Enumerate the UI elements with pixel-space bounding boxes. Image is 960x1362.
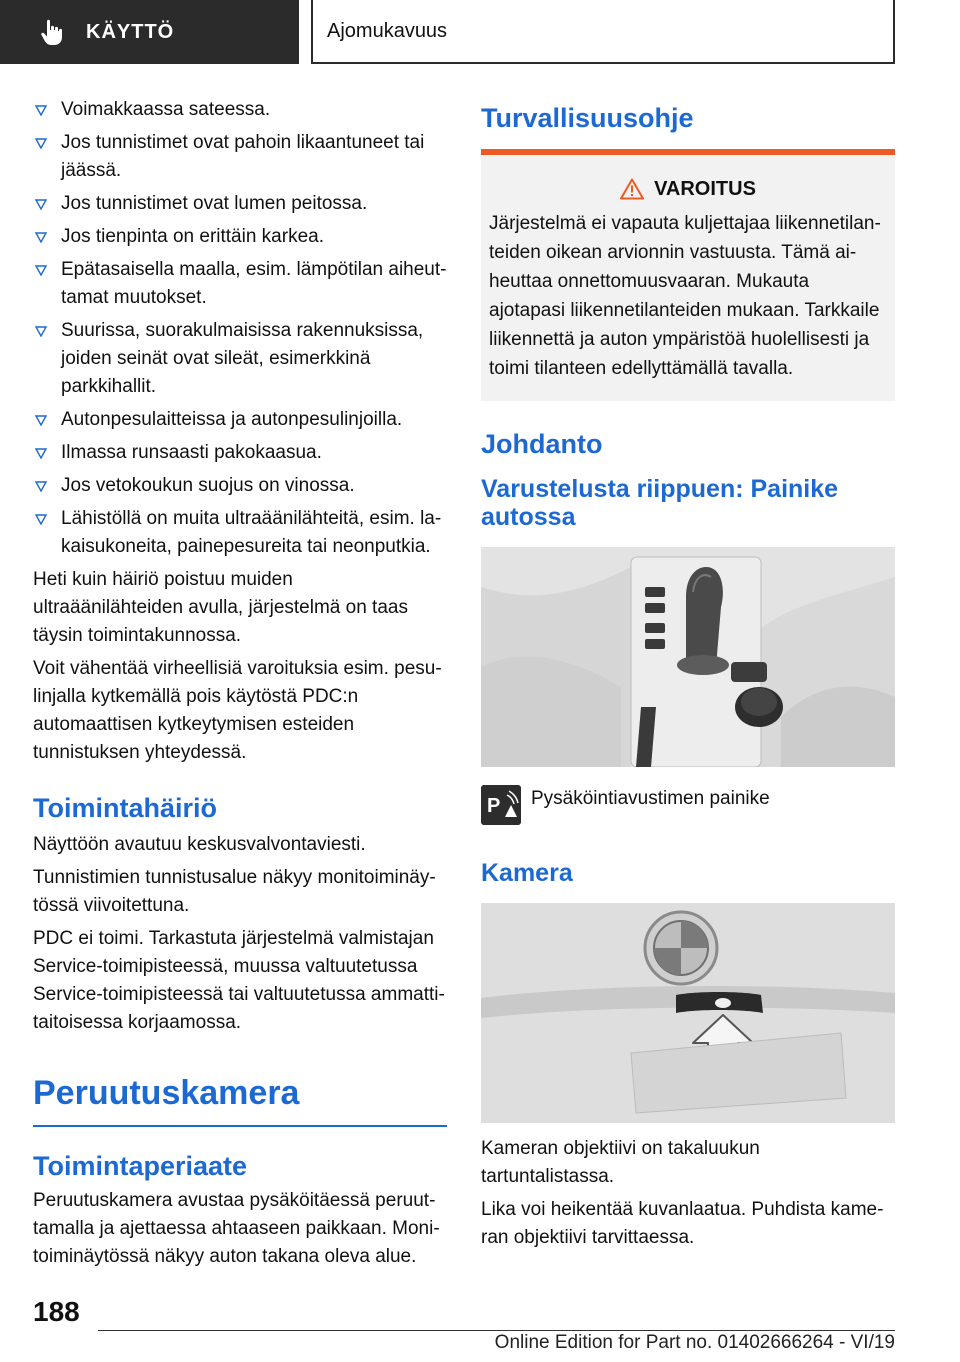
section-divider (33, 1125, 447, 1127)
parking-assist-button-icon (481, 785, 521, 825)
paragraph: Peruutuskamera avustaa pysäköitäessä peruuttamalla ja ajettaessa ahtaaseen paikkaan. Monitoiminäytössä näkyy auton takana oleva alue. (33, 1189, 440, 1267)
right-column (481, 96, 895, 1257)
edition-footer: Online Edition for Part no. 01402666264 - VI/19 (494, 1332, 895, 1353)
list-item: Epätasaisella maalla, esim. lämpötilan aiheuttamat muutokset. (33, 256, 447, 312)
paragraph: Voit vähentää virheellisiä varoituksia esim. pesulinjalla kytkemällä pois käytöstä PDC:n automaattisen kytkeytymisen esteiden tunnistuksen yhteydessä. (33, 658, 442, 763)
heading-peruutuskamera: Peruutuskamera (33, 1074, 300, 1112)
chapter-title-text: Ajomukavuus (327, 19, 448, 42)
triangle-bullet-icon (35, 514, 47, 525)
paragraph: PDC ei toimi. Tarkastuta järjestelmä valmistajan Service-toimipisteessä, muussa valtuutetussa Service-toimipisteessä tai valtuutetussa ammattitaitoisessa korjaamossa. (33, 928, 445, 1033)
list-item: Ilmassa runsaasti pakokaasua. (33, 439, 447, 467)
warning-header (489, 177, 887, 201)
chapter-title (311, 0, 895, 64)
footer-divider (98, 1330, 895, 1331)
triangle-bullet-icon (35, 232, 47, 243)
paragraph: Näyttöön avautuu keskusvalvontaviesti. (33, 834, 366, 855)
section-tab-label: KÄYTTÖ (86, 20, 175, 43)
heading-johdanto: Johdanto (481, 429, 603, 459)
conditions-list (33, 96, 447, 561)
list-item: Jos tunnistimet ovat lumen peitossa. (33, 190, 447, 218)
triangle-bullet-icon (35, 199, 47, 210)
heading-toimintaperiaate: Toimintaperiaate (33, 1150, 248, 1181)
triangle-bullet-icon (35, 265, 47, 276)
center-console-image (481, 547, 895, 767)
paragraph: Lika voi heikentää kuvanlaatua. Puhdista kameran objektiivi tarvittaessa. (481, 1199, 884, 1248)
warning-box (481, 149, 895, 401)
button-caption-row (481, 785, 895, 825)
list-item: Suurissa, suorakulmaisissa rakennuksissa, joiden seinät ovat sileät, esimerkkinä parkkihallit. (33, 317, 447, 401)
triangle-bullet-icon (35, 481, 47, 492)
triangle-bullet-icon (35, 326, 47, 337)
warning-triangle-icon (620, 178, 644, 200)
heading-turvallisuusohje: Turvallisuusohje (481, 103, 694, 133)
page-number: 188 (33, 1296, 80, 1327)
left-column (33, 96, 447, 1276)
triangle-bullet-icon (35, 415, 47, 426)
button-caption: Pysäköintiavustimen painike (531, 788, 770, 809)
list-item: Jos vetokoukun suojus on vinossa. (33, 472, 447, 500)
paragraph: Kameran objektiivi on takaluukun tartuntalistassa. (481, 1138, 760, 1187)
triangle-bullet-icon (35, 448, 47, 459)
triangle-bullet-icon (35, 105, 47, 116)
hand-pointer-icon (38, 17, 68, 47)
list-item: Lähistöllä on muita ultraäänilähteitä, esim. lakaisukoneita, painepesureita tai neonputkia. (33, 505, 447, 561)
list-item: Voimakkaassa sateessa. (33, 96, 447, 124)
list-item: Autonpesulaitteissa ja autonpesulinjoilla. (33, 406, 447, 434)
heading-kamera: Kamera (481, 859, 573, 887)
list-item: Jos tunnistimet ovat pahoin likaantuneet tai jäässä. (33, 129, 447, 185)
warning-text: Järjestelmä ei vapauta kuljettajaa liikennetilanteiden oikean arvionnin vastuusta. Tämä aiheuttaa onnettomuusvaaran. Mukauta ajotapasi liikennetilanteiden mukaan. Tarkkaile liikennettä ja auton ympäristöä huolellisesti ja toimi tilanteen edellyttämällä tavalla. (489, 213, 881, 379)
heading-toimintahairio: Toimintahäiriö (33, 793, 218, 823)
triangle-bullet-icon (35, 138, 47, 149)
list-item: Jos tienpinta on erittäin karkea. (33, 223, 447, 251)
rear-camera-image (481, 903, 895, 1123)
svg-text:P: P (487, 795, 501, 817)
section-tab[interactable] (0, 0, 299, 64)
paragraph: Heti kuin häiriö poistuu muiden ultraäänilähteiden avulla, järjestelmä on taas täysin toimintakunnossa. (33, 569, 408, 646)
paragraph: Tunnistimien tunnistusalue näkyy monitoiminäytössä viivoitettuna. (33, 867, 436, 916)
warning-title: VAROITUS (654, 177, 756, 200)
heading-varustelusta: Varustelusta riippuen: Painike autossa (481, 475, 839, 531)
